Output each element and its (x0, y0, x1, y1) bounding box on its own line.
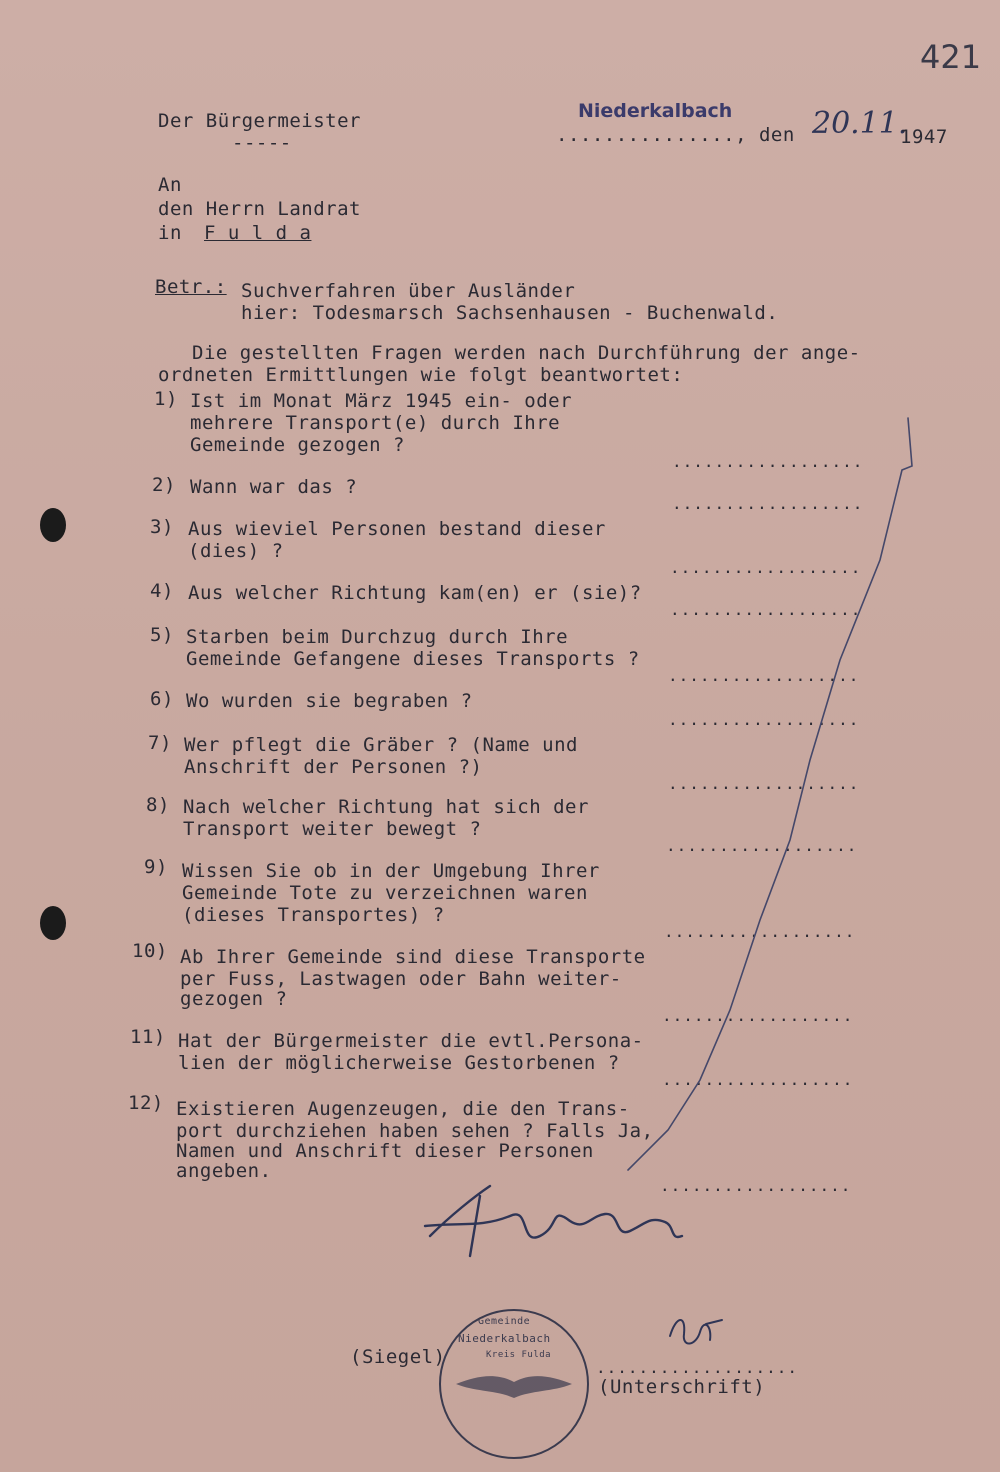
archive-number: 421 (920, 38, 982, 76)
question-12-line-2: port durchziehen haben sehen ? Falls Ja, (176, 1120, 654, 1142)
answer-8-dots: .................. (666, 836, 858, 855)
date-prefix: ..............., den (556, 124, 795, 146)
address-city: F u l d a (204, 222, 312, 244)
seal-text-2: Niederkalbach (458, 1332, 551, 1345)
answer-2-dots: .................. (672, 494, 864, 513)
question-1-number: 1) (154, 388, 178, 410)
question-5-number: 5) (150, 624, 174, 646)
answer-4-dots: .................. (670, 600, 862, 619)
question-8-number: 8) (146, 794, 170, 816)
town-stamp: Niederkalbach (578, 100, 733, 122)
seal-text-1: Gemeinde (478, 1316, 531, 1327)
question-1-line-3: Gemeinde gezogen ? (190, 434, 405, 456)
question-10-line-1: Ab Ihrer Gemeinde sind diese Transporte (180, 946, 646, 968)
question-4-number: 4) (150, 580, 174, 602)
question-12-line-1: Existieren Augenzeugen, die den Trans- (176, 1098, 630, 1120)
signature-dots: ................... (596, 1358, 799, 1377)
intro-line-2: ordneten Ermittlungen wie folgt beantwortet: (158, 364, 684, 386)
sender-rule: ----- (232, 132, 292, 154)
answer-11-dots: .................. (662, 1070, 854, 1089)
small-signature (662, 1306, 732, 1356)
question-1-line-1: Ist im Monat März 1945 ein- oder (190, 390, 573, 412)
question-12-line-3: Namen und Anschrift dieser Personen (176, 1140, 594, 1162)
question-2-number: 2) (152, 474, 176, 496)
punch-hole-bottom (40, 906, 66, 940)
question-7-line-2: Anschrift der Personen ?) (184, 756, 483, 778)
official-seal (436, 1306, 592, 1462)
date-year: 1947 (900, 126, 948, 148)
question-6-number: 6) (150, 688, 174, 710)
question-8-line-2: Transport weiter bewegt ? (183, 818, 482, 840)
question-7-line-1: Wer pflegt die Gräber ? (Name und (184, 734, 578, 756)
answer-12-dots: .................. (660, 1176, 852, 1195)
question-11-number: 11) (130, 1026, 166, 1048)
question-2-line-1: Wann war das ? (190, 476, 358, 498)
subject-label: Betr.: (155, 276, 227, 298)
answer-7-dots: .................. (668, 774, 860, 793)
question-12-line-4: angeben. (176, 1160, 272, 1182)
question-8-line-1: Nach welcher Richtung hat sich der (183, 796, 589, 818)
question-6-line-1: Wo wurden sie begraben ? (186, 690, 473, 712)
seal-text-3: Kreis Fulda (486, 1350, 552, 1360)
address-line-2: den Herrn Landrat (158, 198, 361, 220)
question-10-number: 10) (132, 940, 168, 962)
question-11-line-1: Hat der Bürgermeister die evtl.Persona- (178, 1030, 644, 1052)
address-line-3-prefix: in (158, 222, 182, 244)
question-3-line-1: Aus wieviel Personen bestand dieser (188, 518, 606, 540)
question-12-number: 12) (128, 1092, 164, 1114)
punch-hole-top (40, 508, 66, 542)
question-9-line-1: Wissen Sie ob in der Umgebung Ihrer (182, 860, 600, 882)
address-line-1: An (158, 174, 182, 196)
question-3-line-2: (dies) ? (188, 540, 284, 562)
answer-3-dots: .................. (670, 558, 862, 577)
signature-label: (Unterschrift) (598, 1376, 766, 1398)
answer-5-dots: .................. (668, 666, 860, 685)
question-9-line-3: (dieses Transportes) ? (182, 904, 445, 926)
question-4-line-1: Aus welcher Richtung kam(en) er (sie)? (188, 582, 642, 604)
question-9-line-2: Gemeinde Tote zu verzeichnen waren (182, 882, 588, 904)
question-11-line-2: lien der möglicherweise Gestorbenen ? (178, 1052, 620, 1074)
question-5-line-1: Starben beim Durchzug durch Ihre (186, 626, 569, 648)
answer-9-dots: .................. (664, 922, 856, 941)
answer-10-dots: .................. (662, 1006, 854, 1025)
subject-line-1: Suchverfahren über Ausländer (241, 280, 576, 302)
date-handwritten: 20.11. (812, 106, 908, 141)
sender: Der Bürgermeister (158, 110, 361, 132)
question-1-line-2: mehrere Transport(e) durch Ihre (190, 412, 561, 434)
mayor-signature (420, 1176, 690, 1266)
question-10-line-3: gezogen ? (180, 988, 288, 1010)
question-3-number: 3) (150, 516, 174, 538)
answer-1-dots: .................. (672, 452, 864, 471)
question-10-line-2: per Fuss, Lastwagen oder Bahn weiter- (180, 968, 622, 990)
question-9-number: 9) (144, 856, 168, 878)
intro-line-1: Die gestellten Fragen werden nach Durchführung der ange- (192, 342, 861, 364)
question-7-number: 7) (148, 732, 172, 754)
subject-line-2: hier: Todesmarsch Sachsenhausen - Buchenwald. (241, 302, 779, 324)
answer-6-dots: .................. (668, 710, 860, 729)
seal-label: (Siegel) (350, 1346, 446, 1368)
question-5-line-2: Gemeinde Gefangene dieses Transports ? (186, 648, 640, 670)
